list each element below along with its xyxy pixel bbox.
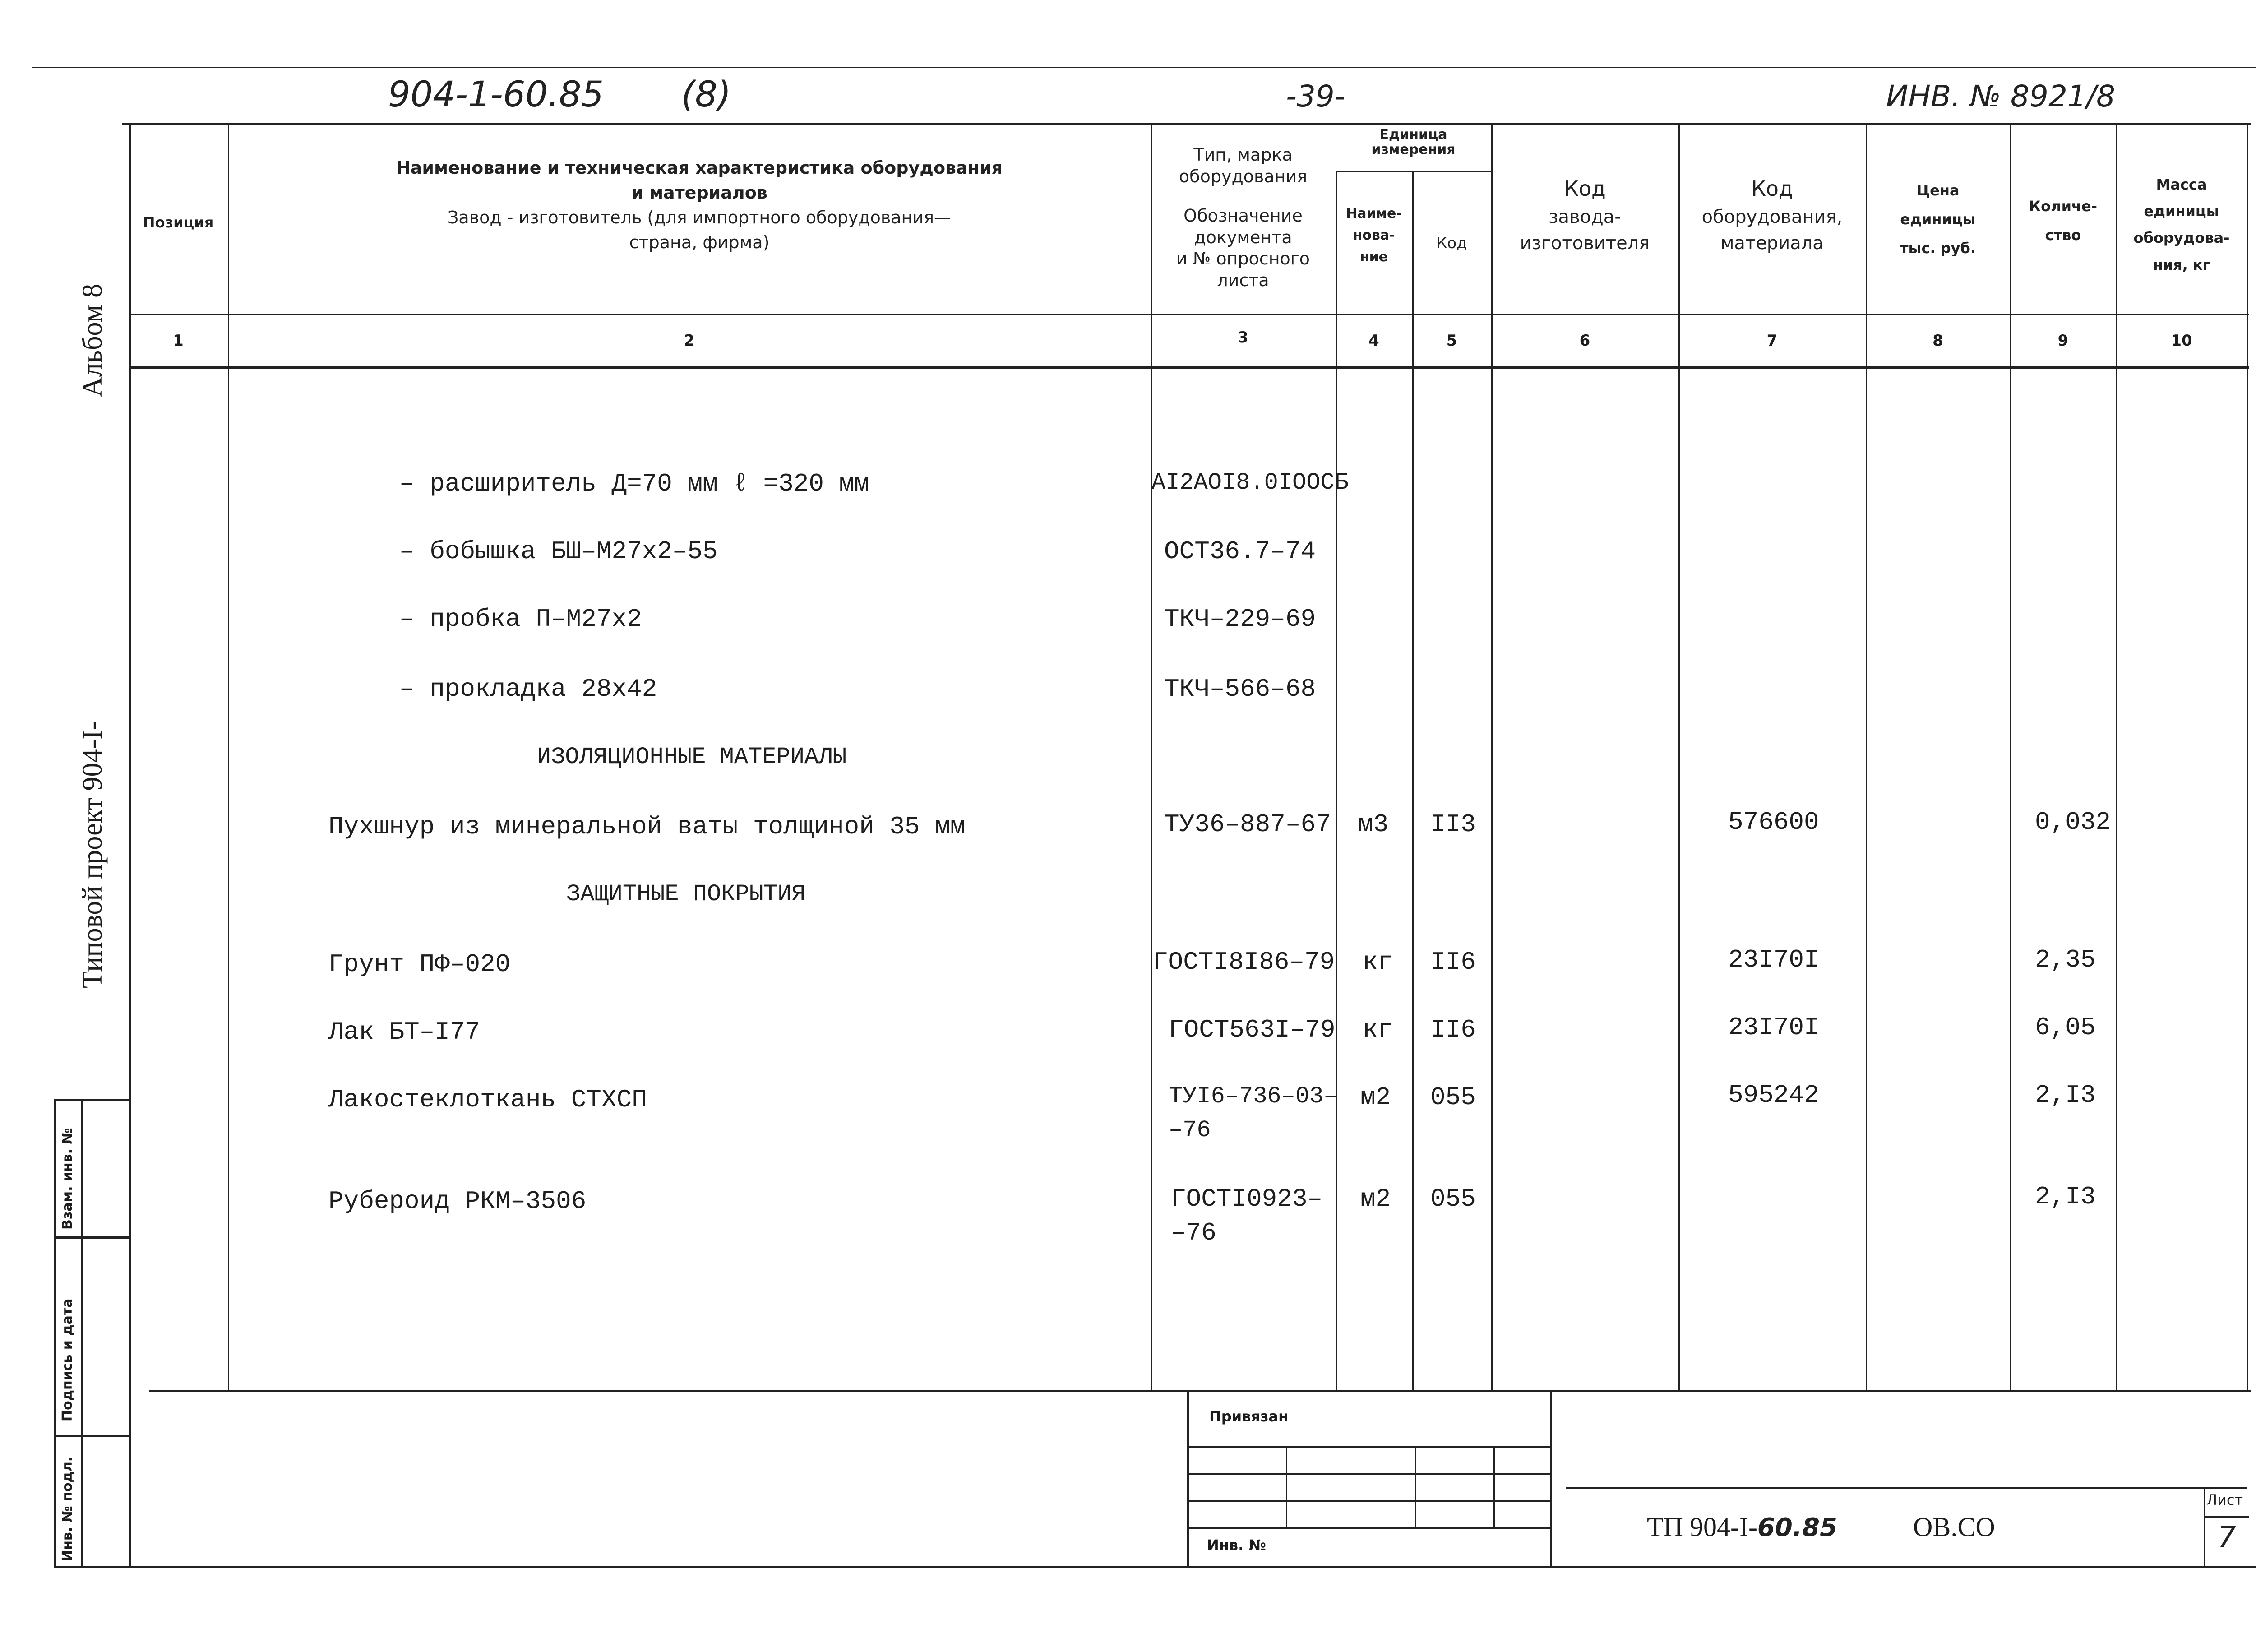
- sheet-label: Лист: [2206, 1491, 2243, 1509]
- stamp-divider-1: [54, 1236, 131, 1239]
- colnum-7: 7: [1766, 332, 1778, 350]
- linked-grid-line-4: [1189, 1527, 1550, 1529]
- colnum-10: 10: [2171, 332, 2192, 350]
- row-equip: 23I70I: [1728, 945, 1819, 974]
- row-type: АI2АОI8.0IООСБ: [1151, 469, 1349, 496]
- table-bottom-border: [149, 1390, 2251, 1392]
- header-unit-name-line2: нова-: [1353, 227, 1395, 243]
- header-price-line1: Цена: [1916, 182, 1960, 199]
- header-name-line4: страна, фирма): [629, 232, 770, 253]
- header-type-line6: листа: [1217, 270, 1269, 290]
- row-name: – пробка П–М27х2: [399, 605, 642, 634]
- header-equip-code-line2: оборудования,: [1701, 206, 1843, 227]
- header-equip-code-line3: материала: [1720, 232, 1824, 254]
- row-type: ТУ36–887–67: [1164, 810, 1331, 839]
- page-marker: -39-: [1286, 79, 1345, 114]
- sheet-number: 7: [2218, 1521, 2236, 1554]
- header-unit-group-line2: измерения: [1371, 142, 1456, 157]
- section-heading: ИЗОЛЯЦИОННЫЕ МАТЕРИАЛЫ: [537, 744, 847, 770]
- row-name: – прокладка 28х42: [399, 675, 657, 703]
- header-mass-line1: Масса: [2156, 176, 2207, 193]
- row-qty: 0,032: [2035, 808, 2111, 837]
- linked-grid-line-3: [1189, 1500, 1550, 1502]
- row-qty: 2,35: [2035, 945, 2096, 974]
- row-type: ОСТ36.7–74: [1164, 537, 1316, 566]
- colnum-5: 5: [1446, 332, 1457, 350]
- header-name-line1: Наименование и техническая характеристика оборудования: [396, 158, 1003, 178]
- row-name: – бобышка БШ–М27х2–55: [399, 537, 718, 566]
- row-code: II6: [1430, 1015, 1476, 1044]
- header-unit-code: Код: [1436, 234, 1467, 252]
- header-price: [1866, 176, 2010, 263]
- row-type: ТКЧ–566–68: [1164, 675, 1316, 703]
- stamp-sign-date: Подпись и дата: [60, 1298, 75, 1421]
- row-unit: м3: [1358, 810, 1389, 839]
- header-type-line3: Обозначение: [1183, 206, 1303, 226]
- header-bottom: [129, 314, 2249, 315]
- col-line-1: [228, 123, 229, 1391]
- colnum-2: 2: [684, 332, 695, 350]
- linked-grid-line-2: [1189, 1473, 1550, 1475]
- sheet-box-left: [2204, 1489, 2205, 1566]
- header-mass-line3: оборудова-: [2133, 229, 2230, 247]
- row-equip: 23I70I: [1728, 1013, 1819, 1042]
- row-type-cont: –76: [1171, 1218, 1216, 1247]
- stamp-divider-2: [54, 1435, 131, 1437]
- header-type-line4: документа: [1194, 227, 1292, 247]
- col-line-6: [1678, 123, 1680, 1391]
- header-qty-line2: ство: [2045, 227, 2081, 244]
- project-label: Типовой проект 904-I-: [77, 721, 108, 988]
- designation: [1647, 1512, 1837, 1543]
- header-qty-line1: Количе-: [2029, 198, 2097, 215]
- titleblock-left: [1187, 1392, 1189, 1566]
- header-unit-name-line1: Наиме-: [1346, 206, 1402, 222]
- inv-no-label: Инв. №: [1207, 1536, 1266, 1554]
- header-mfr-code-line1: Код: [1564, 176, 1606, 201]
- row-type: ТУI6–736–03–: [1169, 1083, 1338, 1110]
- header-mass-line4: ния, кг: [2153, 256, 2210, 273]
- designation-number: 60.85: [1757, 1513, 1838, 1542]
- row-name: Лакостеклоткань СТХСП: [328, 1085, 647, 1114]
- page-bottom-border: [54, 1566, 2256, 1568]
- doc-code: 904-1-60.85: [388, 74, 604, 115]
- table-top-border: [122, 123, 2251, 125]
- row-code: 055: [1430, 1083, 1476, 1112]
- header-unit-group-line1: Единица: [1379, 127, 1447, 143]
- col-line-9: [2116, 123, 2117, 1391]
- col-line-7: [1866, 123, 1867, 1391]
- header-position: Позиция: [143, 214, 214, 231]
- header-name-line3: Завод - изготовитель (для импортного оборудования—: [448, 208, 951, 228]
- row-equip: 595242: [1728, 1081, 1819, 1110]
- header-type-line1: Тип, марка: [1193, 145, 1293, 165]
- colnum-8: 8: [1932, 332, 1943, 350]
- header-equip-code-line1: Код: [1751, 176, 1793, 201]
- header-equip-code: [1678, 174, 1866, 256]
- header-mass-line2: единицы: [2144, 203, 2219, 220]
- header-type-line5: и № опросного: [1176, 249, 1310, 268]
- colnum-bottom: [129, 366, 2249, 369]
- col-line-10: [2247, 123, 2248, 1391]
- header-mass: [2116, 171, 2247, 278]
- row-code: II6: [1430, 948, 1476, 976]
- linked-grid-col-3: [1493, 1446, 1495, 1527]
- doc-variant: (8): [681, 74, 731, 115]
- row-code: 055: [1430, 1185, 1476, 1213]
- row-type: ТКЧ–229–69: [1164, 605, 1316, 634]
- stamp-replace-inv: Взам. инв. №: [60, 1128, 75, 1230]
- row-qty: 6,05: [2035, 1013, 2096, 1042]
- header-price-line3: тыс. руб.: [1900, 240, 1976, 257]
- section-heading: ЗАЩИТНЫЕ ПОКРЫТИЯ: [566, 881, 806, 907]
- header-price-line2: единицы: [1900, 211, 1976, 228]
- colnum-6: 6: [1579, 332, 1590, 350]
- row-unit: кг: [1363, 948, 1393, 976]
- sheet-box-divider: [2204, 1516, 2249, 1518]
- titleblock-mid: [1550, 1392, 1552, 1566]
- col-line-5: [1491, 123, 1493, 1391]
- header-unit-name-line3: ние: [1359, 249, 1388, 265]
- header-mfr-code-line3: изготовителя: [1520, 232, 1650, 254]
- designation-line: [1566, 1487, 2247, 1489]
- row-equip: 576600: [1728, 808, 1819, 837]
- top-border: [32, 67, 2256, 68]
- linked-grid-col-1: [1286, 1446, 1287, 1527]
- header-name-line2: и материалов: [631, 183, 767, 203]
- row-type: ГОСТ563I–79: [1169, 1015, 1336, 1044]
- row-qty: 2,I3: [2035, 1182, 2096, 1211]
- header-type-line2: оборудования: [1179, 166, 1308, 186]
- colnum-3: 3: [1238, 329, 1248, 347]
- header-name: [316, 156, 1083, 255]
- row-name: Рубероид РКМ–3506: [328, 1187, 587, 1216]
- linked-grid-line-1: [1189, 1446, 1550, 1448]
- row-name: Грунт ПФ–020: [328, 950, 511, 979]
- row-type-cont: –76: [1169, 1117, 1211, 1143]
- header-qty: [2010, 192, 2116, 250]
- row-qty: 2,I3: [2035, 1081, 2096, 1110]
- row-type: ГОСТI8I86–79: [1153, 948, 1335, 976]
- stamp-orig-inv: Инв. № подл.: [60, 1456, 75, 1561]
- header-unit-group: [1336, 127, 1491, 157]
- album-label: Альбом 8: [77, 283, 108, 397]
- row-name: Лак БТ–I77: [328, 1018, 481, 1046]
- colnum-9: 9: [2057, 332, 2069, 350]
- stamp-left-border: [54, 1099, 56, 1568]
- row-type: ГОСТI0923–: [1171, 1185, 1323, 1213]
- header-type: [1151, 144, 1336, 291]
- designation-suffix: ОВ.СО: [1913, 1512, 1995, 1542]
- row-code: II3: [1430, 810, 1476, 839]
- inventory-number: ИНВ. № 8921/8: [1886, 79, 2116, 114]
- row-unit: м2: [1360, 1185, 1391, 1213]
- stamp-mid-border: [81, 1099, 83, 1568]
- col-line-8: [2010, 123, 2011, 1391]
- header-unit-name: [1336, 203, 1412, 268]
- colnum-4: 4: [1368, 332, 1379, 350]
- col-line-3: [1336, 171, 1337, 1390]
- linked-label: Привязан: [1209, 1408, 1289, 1425]
- col-line-2: [1151, 123, 1152, 1391]
- colnum-1: 1: [173, 332, 184, 350]
- stamp-top: [54, 1099, 131, 1101]
- row-name: – расширитель Д=70 мм ℓ =320 мм: [399, 469, 869, 498]
- header-mfr-code: [1491, 174, 1678, 256]
- linked-grid-col-2: [1415, 1446, 1416, 1527]
- unit-group-divider: [1336, 171, 1491, 172]
- row-name: Пухшнур из минеральной ваты толщиной 35 мм: [328, 812, 966, 841]
- row-unit: кг: [1363, 1015, 1393, 1044]
- col-line-4: [1412, 171, 1414, 1390]
- header-mfr-code-line2: завода-: [1549, 206, 1621, 227]
- designation-prefix: ТП 904-I-: [1647, 1512, 1757, 1542]
- row-unit: м2: [1360, 1083, 1391, 1112]
